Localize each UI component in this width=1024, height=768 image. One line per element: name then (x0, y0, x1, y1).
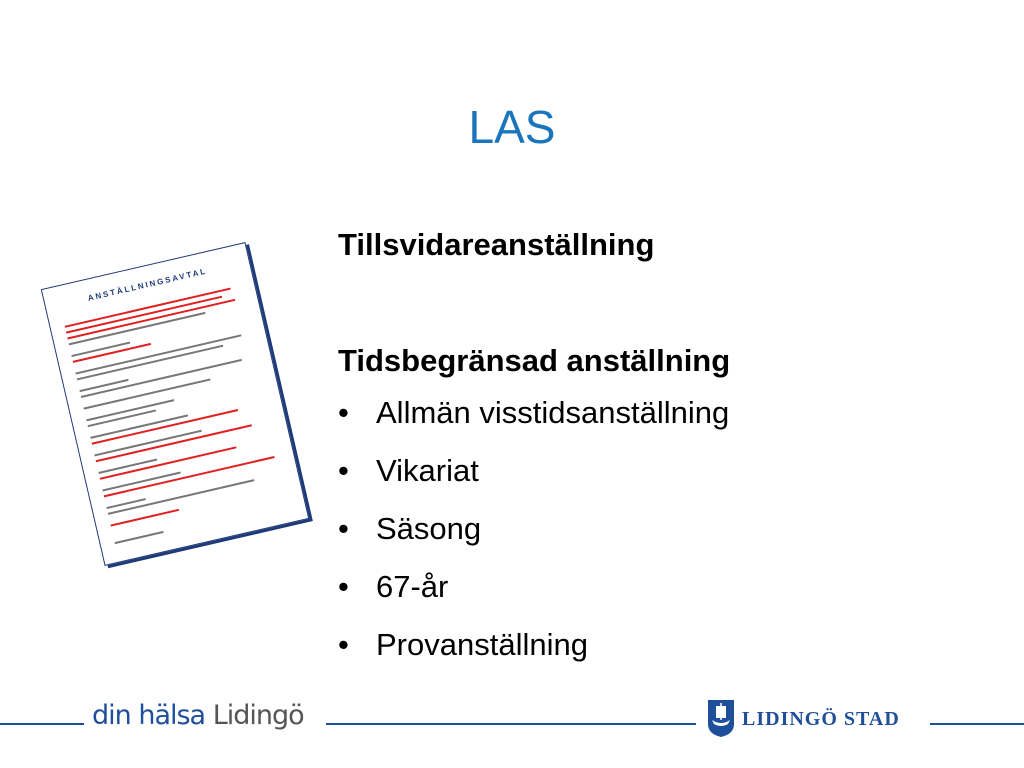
footer-divider (0, 723, 84, 725)
list-item: • Provanställning (338, 616, 998, 674)
bullet-icon: • (338, 395, 349, 430)
bullet-icon: • (338, 511, 349, 546)
employment-type-list (338, 384, 998, 674)
bullet-icon: • (338, 627, 349, 662)
doc-text-line (115, 531, 164, 544)
list-item: • Allmän visstidsanställning (338, 384, 998, 442)
bullet-icon: • (338, 453, 349, 488)
contract-title: ANSTÄLLNINGSAVTAL (86, 266, 208, 303)
heading-fixed-term-employment: Tidsbegränsad anställning (338, 343, 731, 378)
slide-body (338, 222, 998, 674)
slide-title: LAS (468, 101, 556, 153)
bullet-icon: • (338, 569, 349, 604)
list-item: • Vikariat (338, 442, 998, 500)
doc-text-line (104, 456, 275, 497)
din-halsa-logo: din hälsa Lidingö (92, 700, 304, 731)
footer-divider (326, 723, 696, 725)
lidingo-stad-logo: LIDINGÖ STAD (742, 708, 900, 730)
list-item: • 67-år (338, 558, 998, 616)
contract-document (41, 242, 310, 566)
list-item: • Säsong (338, 500, 998, 558)
footer-divider (930, 723, 1024, 725)
lidingo-crest-icon (706, 698, 736, 738)
employment-contract-image (48, 236, 318, 566)
heading-permanent-employment: Tillsvidareanställning (338, 227, 655, 262)
doc-text-line (86, 399, 174, 421)
